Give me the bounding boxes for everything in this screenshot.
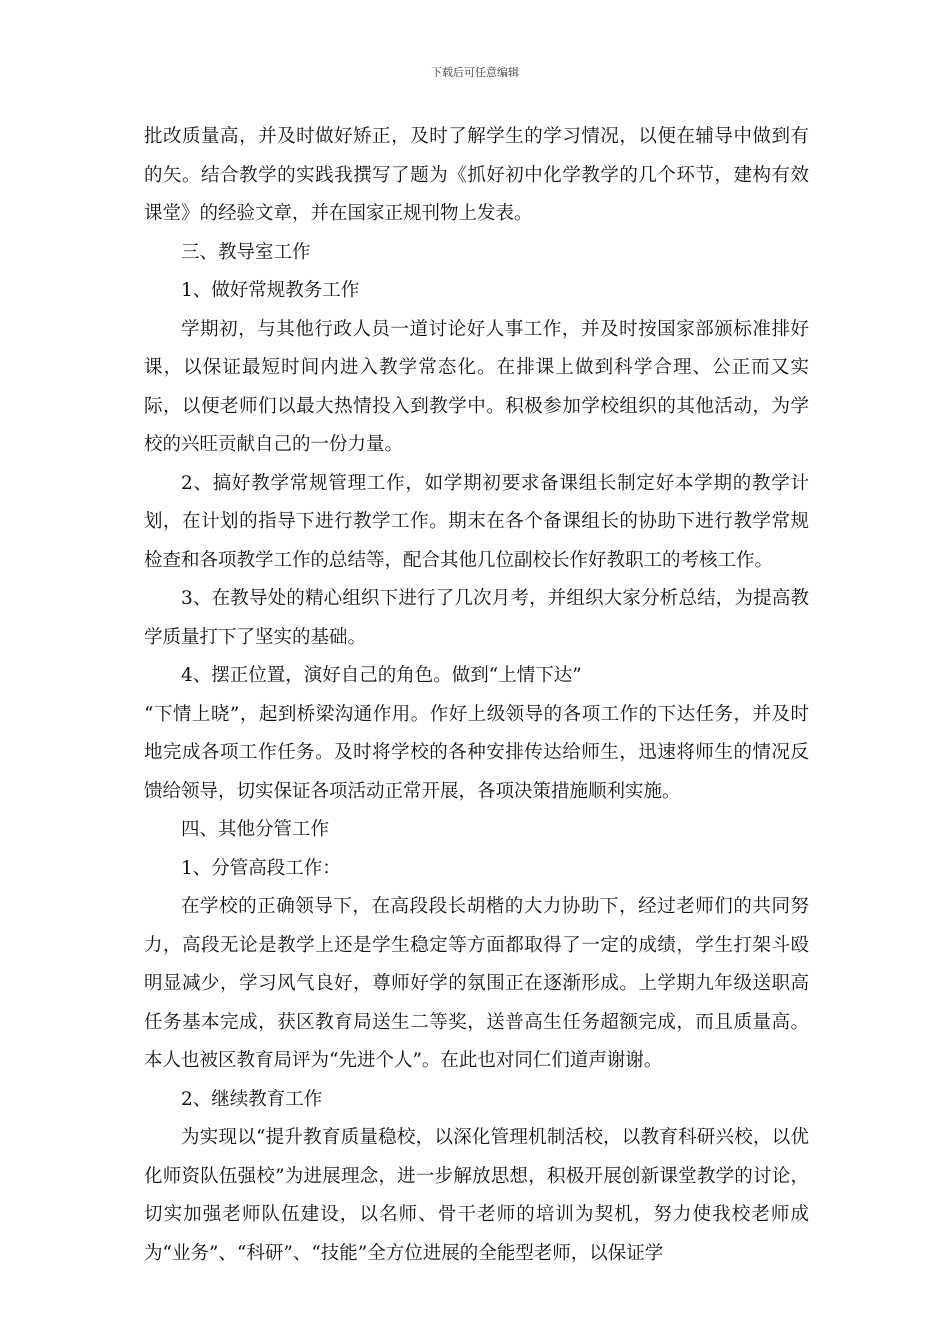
paragraph: 4、摆正位置，演好自己的角色。做到“上情下达” <box>181 665 582 686</box>
paragraph: 学期初，与其他行政人员一道讨论好人事工作，并及时按国家部颁标准排好课，以保证最短时间内进入教学常态化。在排课上做到科学合理、公正而又实际，以便老师们以最大热情投入到教学中。积极参加学校组织的其他活动，为学校的兴旺贡献自己的一份力量。 <box>144 318 809 455</box>
page-header: 下载后可任意编辑 <box>431 66 519 79</box>
document-body <box>144 118 809 1273</box>
paragraph: 批改质量高，并及时做好矫正，及时了解学生的学习情况，以便在辅导中做到有的矢。结合教学的实践我撰写了题为《抓好初中化学教学的几个环节，建构有效课堂》的经验文章，并在国家正规刊物上发表。 <box>144 126 809 224</box>
section-heading: 四、其他分管工作 <box>181 819 330 840</box>
paragraph: 3、在教导处的精心组织下进行了几次月考，并组织大家分析总结，为提高教学质量打下了坚实的基础。 <box>144 588 809 648</box>
paragraph: 2、搞好教学常规管理工作，如学期初要求备课组长制定好本学期的教学计划，在计划的指导下进行教学工作。期末在各个备课组长的协助下进行教学常规检查和各项教学工作的总结等，配合其他几位副校长作好教职工的考核工作。 <box>144 472 809 571</box>
paragraph: 在学校的正确领导下，在高段段长胡楷的大力协助下，经过老师们的共同努力，高段无论是教学上还是学生稳定等方面都取得了一定的成绩，学生打架斗殴明显减少，学习风气良好，尊师好学的氛围正在逐渐形成。上学期九年级送职高任务基本完成，获区教育局送生二等奖，送普高生任务超额完成，而且质量高。本人也被区教育局评为“先进个人”。在此也对同仁们道声谢谢。 <box>144 896 809 1071</box>
subsection-heading: 2、继续教育工作 <box>181 1088 323 1110</box>
subsection-heading: 1、做好常规教务工作 <box>181 280 360 301</box>
section-heading: 三、教导室工作 <box>181 241 311 263</box>
paragraph: “下情上晓”，起到桥梁沟通作用。作好上级领导的各项工作的下达任务，并及时地完成各项工作任务。及时将学校的各种安排传达给师生，迅速将师生的情况反馈给领导，切实保证各项活动正常开展，各项决策措施顺利实施。 <box>144 703 809 802</box>
subsection-heading: 1、分管高段工作： <box>181 857 341 879</box>
paragraph: 为实现以“提升教育质量稳校，以深化管理机制活校，以教育科研兴校，以优化师资队伍强校”为进展理念，进一步解放思想，积极开展创新课堂教学的讨论，切实加强老师队伍建设，以名师、骨干老师的培训为契机，努力使我校老师成为“业务”、“科研”、“技能”全方位进展的全能型老师，以保证学 <box>144 1127 809 1264</box>
